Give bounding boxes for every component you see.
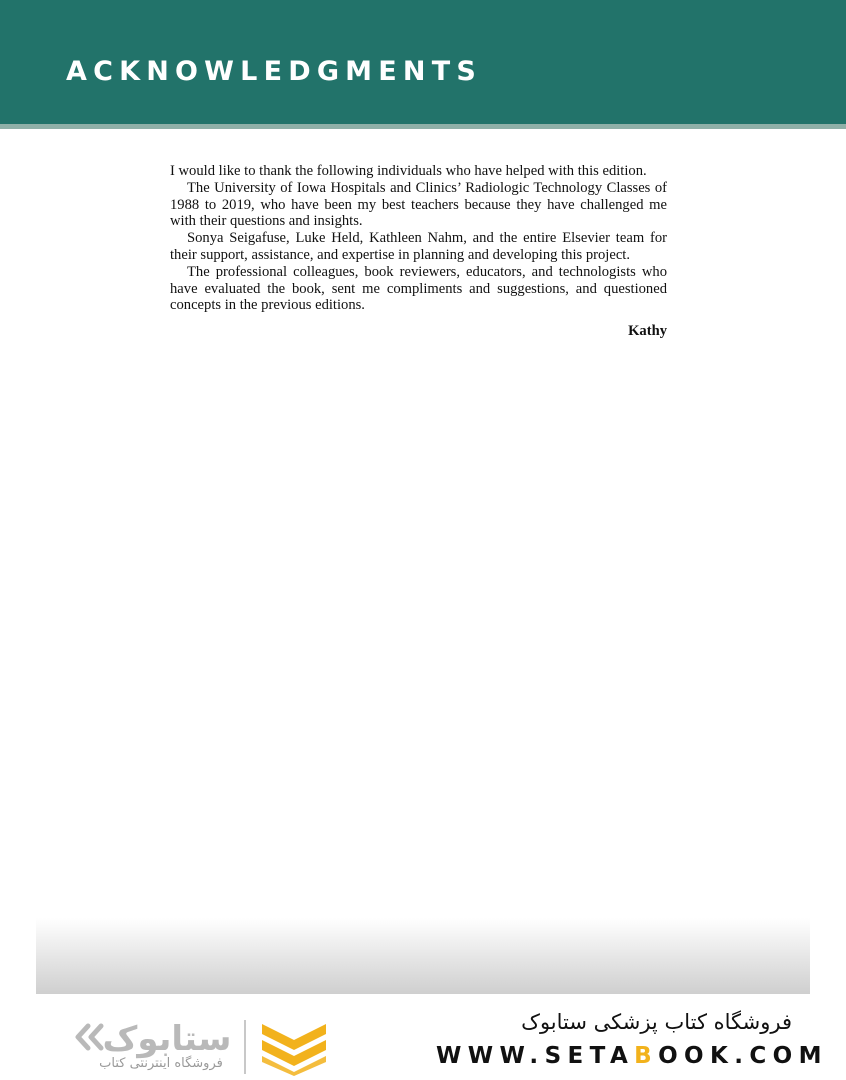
url-part: WWW.SETA: [436, 1043, 635, 1069]
paragraph: I would like to thank the following individuals who have helped with this edition.: [170, 163, 647, 179]
logo-wordmark: ستابوک: [102, 1019, 232, 1059]
bottom-shade: [36, 918, 810, 994]
setabook-logo[interactable]: [72, 1016, 342, 1080]
signature: Kathy: [628, 323, 667, 339]
url-highlight: B: [634, 1043, 659, 1069]
paragraph: The professional colleagues, book reviewers, educators, and technologists who have evaluated the book, sent me compliments and suggestions, and questioned concepts in the previous editions.: [170, 263, 667, 314]
logo-divider: [244, 1020, 246, 1074]
page-title: ACKNOWLEDGMENTS: [66, 56, 482, 87]
store-url-link[interactable]: [436, 1040, 828, 1072]
stacked-chevrons-logo-icon: [256, 1018, 332, 1076]
store-name: فروشگاه کتاب پزشکی ستابوک: [521, 1010, 792, 1034]
header-rule: [0, 124, 846, 129]
url-part: OOK.COM: [658, 1043, 828, 1069]
logo-tagline: فروشگاه اینترنتی کتاب: [99, 1056, 223, 1071]
chevron-double-left-icon: [72, 1022, 106, 1052]
acknowledgments-body: [170, 163, 667, 314]
paragraph: Sonya Seigafuse, Luke Held, Kathleen Nahm, and the entire Elsevier team for their support, assistance, and expertise in planning and developing this project.: [170, 230, 667, 263]
paragraph: The University of Iowa Hospitals and Clinics’ Radiologic Technology Classes of 1988 to 2019, who have been my best teachers because they have challenged me with their questions and insights.: [170, 179, 667, 230]
